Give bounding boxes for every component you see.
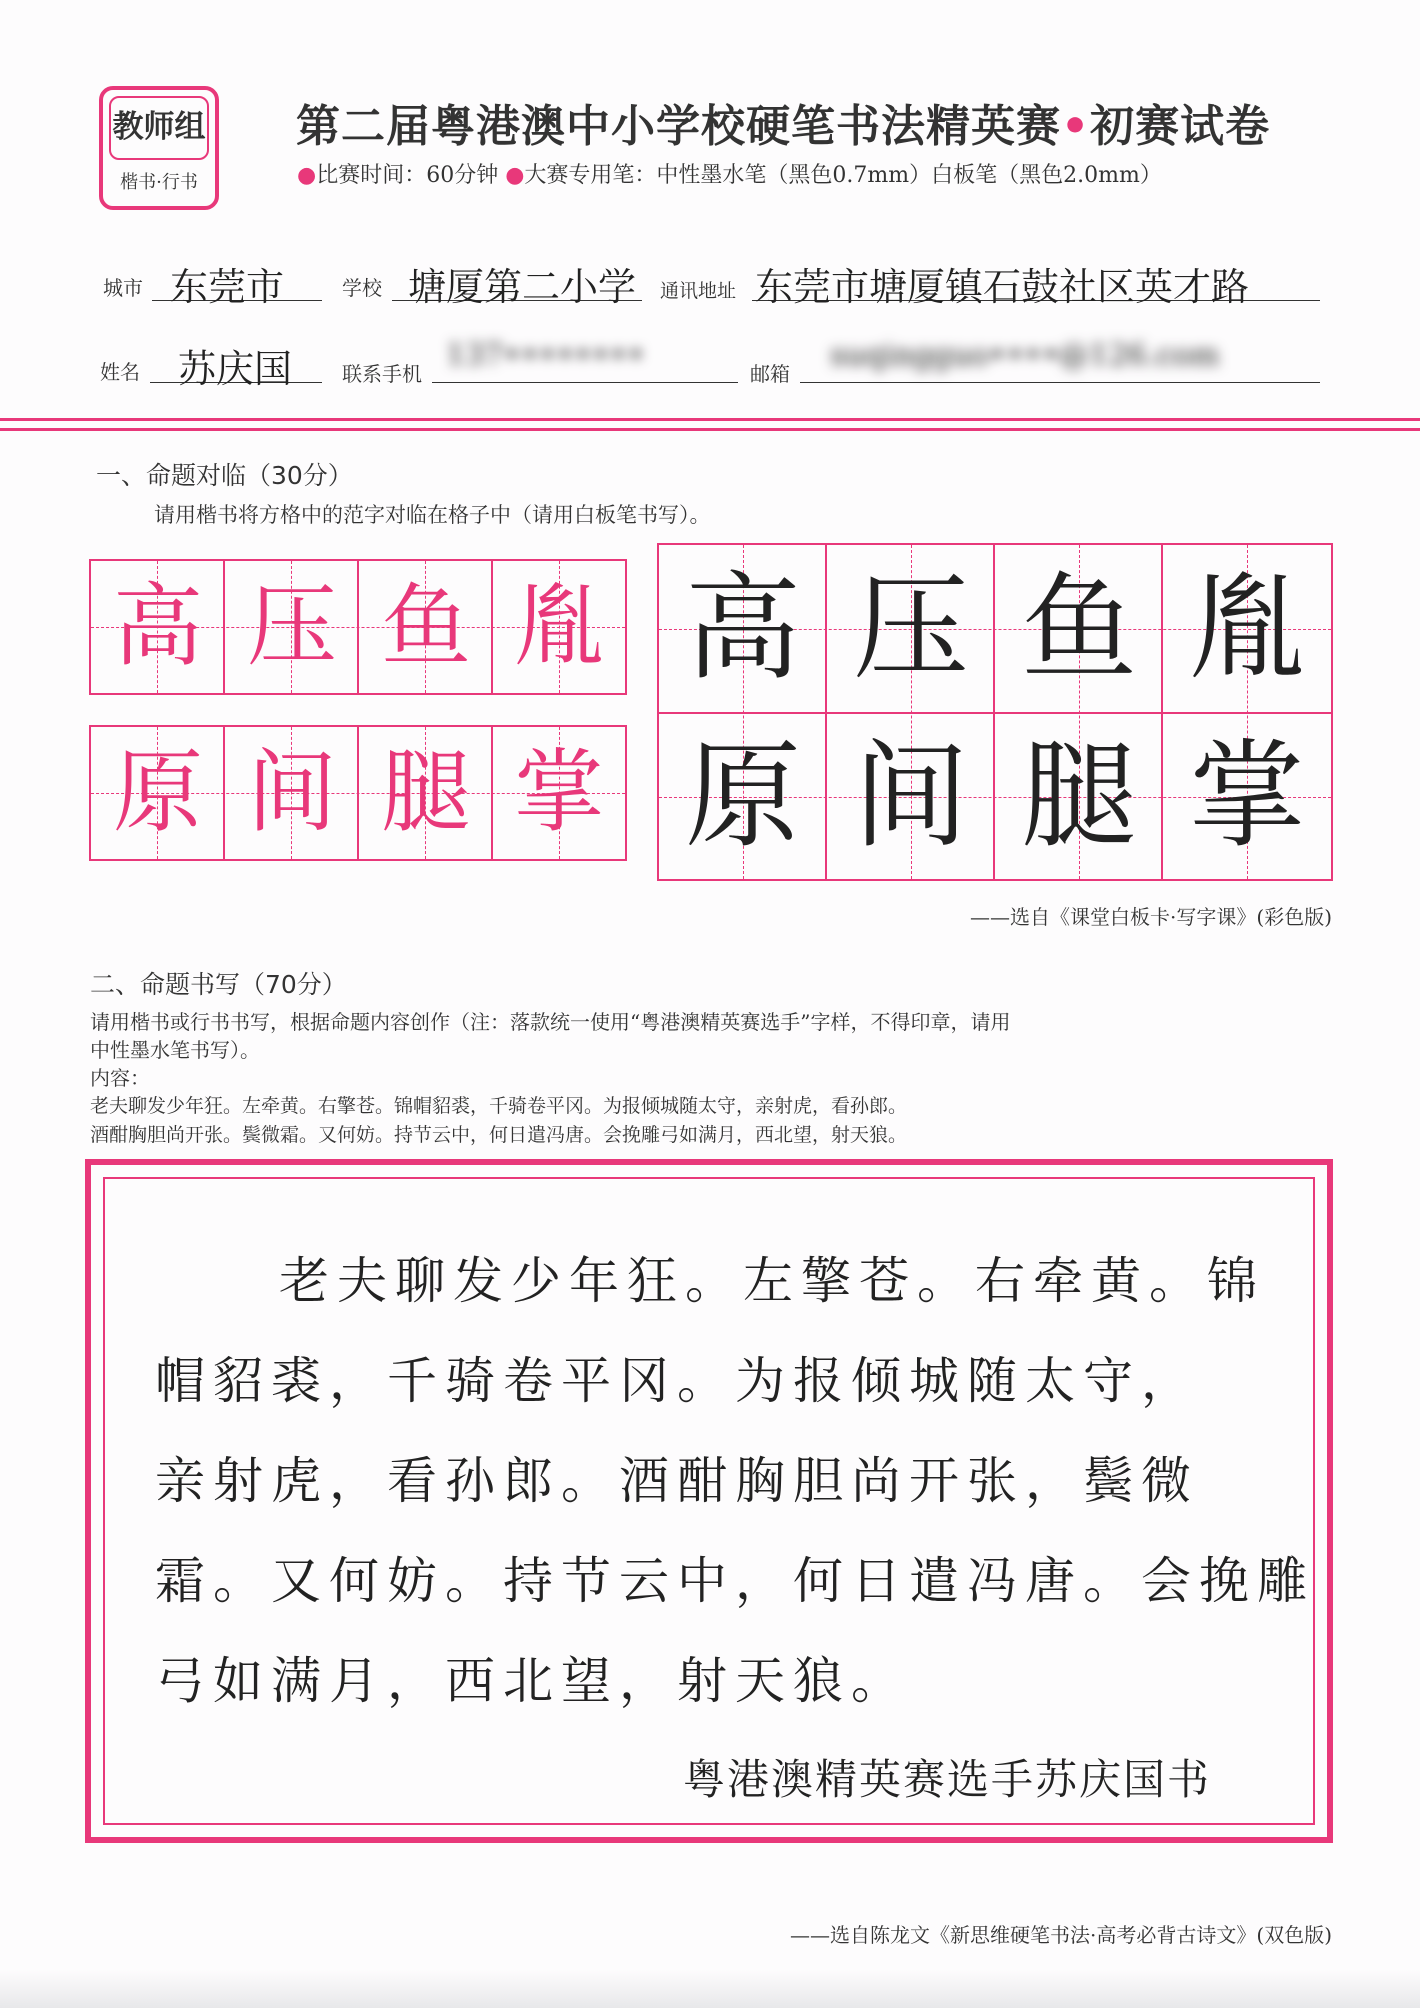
- handwritten-line: 帽貂裘，千骑卷平冈。为报倾城随太守，: [155, 1352, 1199, 1410]
- section1-heading: 一、命题对临（30分）: [96, 461, 353, 490]
- email-label: 邮箱: [750, 362, 790, 386]
- handwritten-line: 弓如满月，西北望，射天狼。: [155, 1652, 909, 1710]
- model-char: 高: [113, 574, 203, 679]
- model-char: 压: [247, 574, 337, 679]
- copy-grid[interactable]: [657, 543, 1333, 881]
- name-field[interactable]: 苏庆国: [178, 347, 293, 391]
- model-char: 间: [247, 740, 337, 845]
- copy-char: 腿: [1021, 729, 1137, 864]
- pen-label: 大赛专用笔：中性墨水笔（黑色0.7mm）白板笔（黑色2.0mm）: [524, 163, 1162, 188]
- page-title: [296, 90, 1270, 154]
- copy-char: 高: [685, 561, 801, 696]
- writing-area: [103, 1177, 1315, 1825]
- model-char: 原: [113, 740, 203, 845]
- email-line: [800, 382, 1320, 383]
- page-edge: [0, 1970, 1420, 2008]
- model-char: 胤: [514, 574, 604, 679]
- writing-frame[interactable]: [85, 1159, 1333, 1843]
- badge-title: 教师组: [109, 96, 209, 160]
- section2-heading: 二、命题书写（70分）: [90, 970, 347, 999]
- section1-instruction: 请用楷书将方格中的范字对临在格子中（请用白板笔书写）。: [154, 503, 711, 527]
- phone-label: 联系手机: [342, 362, 422, 386]
- copy-char: 胤: [1189, 561, 1305, 696]
- title-dot: •: [1061, 101, 1091, 152]
- address-field[interactable]: 东莞市塘厦镇石鼓社区英才路: [755, 265, 1250, 309]
- copy-char: 原: [685, 729, 801, 864]
- phone-line: [432, 382, 738, 383]
- group-badge: [99, 86, 219, 210]
- name-label: 姓名: [100, 360, 140, 384]
- content-label: 内容：: [90, 1066, 150, 1090]
- divider: [0, 418, 1420, 421]
- title-main: 第二届粤港澳中小学校硬笔书法精英赛: [296, 101, 1061, 152]
- school-label: 学校: [342, 276, 382, 300]
- email-field[interactable]: suqingguo••••@126.com: [830, 338, 1220, 373]
- poem-line-1: 老夫聊发少年狂。左牵黄。右擎苍。锦帽貂裘，千骑卷平冈。为报倾城随太守，亲射虎，看孙郎。: [90, 1095, 908, 1117]
- signature: 粤港澳精英赛选手苏庆国书: [683, 1755, 1212, 1804]
- copy-char: 掌: [1189, 729, 1305, 864]
- handwritten-line: 亲射虎，看孙郎。酒酣胸胆尚开张，鬓微: [155, 1452, 1199, 1510]
- bullet-icon: ●: [505, 163, 525, 188]
- school-field[interactable]: 塘厦第二小学: [408, 265, 637, 309]
- model-grid-row2: [89, 725, 627, 861]
- section2-source: ——选自陈龙文《新思维硬笔书法·高考必背古诗文》(双色版): [790, 1923, 1332, 1947]
- model-char: 鱼: [381, 574, 471, 679]
- city-field[interactable]: 东莞市: [170, 265, 285, 309]
- time-label: 比赛时间：60分钟: [316, 163, 499, 188]
- bullet-icon: ●: [297, 163, 317, 188]
- phone-field[interactable]: 137••••••••: [446, 338, 645, 373]
- handwritten-line: 老夫聊发少年狂。左擎苍。右牵黄。锦: [279, 1252, 1265, 1310]
- copy-char: 间: [853, 729, 969, 864]
- copy-char: 鱼: [1021, 561, 1137, 696]
- poem-line-2: 酒酣胸胆尚开张。鬓微霜。又何妨。持节云中，何日遣冯唐。会挽雕弓如满月，西北望，射天狼。: [90, 1124, 908, 1146]
- model-char: 掌: [514, 740, 604, 845]
- title-end: 初赛试卷: [1090, 101, 1271, 152]
- copy-char: 压: [853, 561, 969, 696]
- city-label: 城市: [103, 276, 143, 300]
- badge-subtitle: 楷书·行书: [120, 172, 198, 193]
- divider: [0, 428, 1420, 431]
- exam-info: [297, 158, 1162, 189]
- address-label: 通讯地址: [660, 280, 737, 302]
- section1-source: ——选自《课堂白板卡·写字课》(彩色版): [970, 905, 1332, 929]
- model-grid-row1: [89, 559, 627, 695]
- section2-instruction-cont: 中性墨水笔书写）。: [90, 1038, 260, 1062]
- handwritten-line: 霜。又何妨。持节云中，何日遣冯唐。会挽雕: [155, 1552, 1315, 1610]
- section2-instruction: 请用楷书或行书书写，根据命题内容创作（注：落款统一使用“粤港澳精英赛选手”字样，不得印章，请用: [90, 1010, 1011, 1034]
- model-char: 腿: [381, 740, 471, 845]
